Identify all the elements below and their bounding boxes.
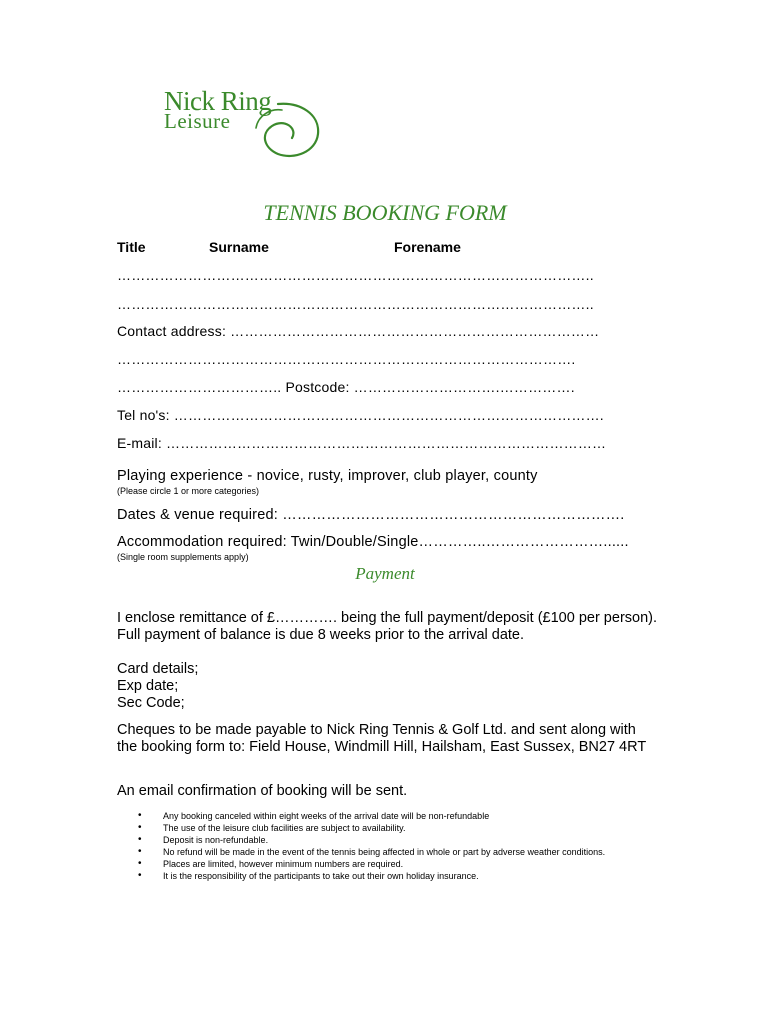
terms-list [138, 810, 658, 882]
dates-venue-line[interactable]: Dates & venue required: ……………………………………………………………. [117, 507, 625, 523]
email-confirmation: An email confirmation of booking will be sent. [117, 783, 408, 799]
logo [160, 80, 330, 168]
list-item [138, 870, 658, 882]
experience-note: (Please circle 1 or more categories) [117, 486, 260, 496]
list-item [138, 810, 658, 822]
accommodation-line[interactable]: Accommodation required: Twin/Double/Single…………..……………………...... [117, 534, 629, 550]
bullet-icon: • [138, 810, 142, 821]
payment-heading: Payment [355, 564, 415, 583]
list-item [138, 846, 658, 858]
playing-experience: Playing experience - novice, rusty, improver, club player, county [117, 468, 538, 484]
contact-address-line[interactable]: Contact address: …………………………………………………………………… [117, 323, 600, 339]
name-entry-line-2[interactable]: ……………………………………………………………………………………….. [117, 296, 594, 312]
tel-line[interactable]: Tel no's: ………………………………………………………………………………. [117, 407, 604, 423]
surname-header: Surname [209, 239, 269, 255]
name-entry-line-1[interactable]: ……………………………………………………………………………………….. [117, 267, 594, 283]
address-line-2[interactable]: ……………………………………………………………………………………. [117, 351, 576, 367]
term-text: The use of the leisure club facilities are subject to availability. [163, 823, 406, 833]
bullet-icon: • [138, 858, 142, 869]
term-text: No refund will be made in the event of the tennis being affected in whole or part by adverse weather conditions. [163, 847, 606, 857]
postcode-line[interactable]: …………………………….. Postcode: ………………………….……………. [117, 379, 575, 395]
email-line[interactable]: E-mail: ………………………………………………………………………………… [117, 435, 607, 451]
bullet-icon: • [138, 870, 142, 881]
bullet-icon: • [138, 834, 142, 845]
term-text: Deposit is non-refundable. [163, 835, 269, 845]
bullet-icon: • [138, 822, 142, 833]
card-details: Card details; [117, 661, 199, 677]
title-header: Title [117, 239, 146, 255]
cheques-paragraph: Cheques to be made payable to Nick Ring Tennis & Golf Ltd. and sent along with the booking form to: Field House, Windmill Hill, Hailsham, East Sussex, BN27 4RT [117, 722, 647, 755]
list-item [138, 858, 658, 870]
logo-sub: Leisure [164, 109, 231, 133]
logo-swirl-icon [248, 98, 328, 162]
remittance-paragraph: I enclose remittance of £…………. being the full payment/deposit (£100 per person). Full payment of balance is due 8 weeks prior to the arrival date. [117, 610, 658, 643]
card-sec-code: Sec Code; [117, 695, 185, 711]
accommodation-note: (Single room supplements apply) [117, 552, 249, 562]
list-item [138, 822, 658, 834]
bullet-icon: • [138, 846, 142, 857]
form-title: TENNIS BOOKING FORM [263, 200, 507, 225]
logo-name: Nick Ring [164, 86, 272, 116]
term-text: Places are limited, however minimum numbers are required. [163, 859, 404, 869]
list-item [138, 834, 658, 846]
card-exp-date: Exp date; [117, 678, 179, 694]
term-text: It is the responsibility of the participants to take out their own holiday insurance. [163, 871, 479, 881]
forename-header: Forename [394, 239, 461, 255]
term-text: Any booking canceled within eight weeks of the arrival date will be non-refundable [163, 811, 490, 821]
